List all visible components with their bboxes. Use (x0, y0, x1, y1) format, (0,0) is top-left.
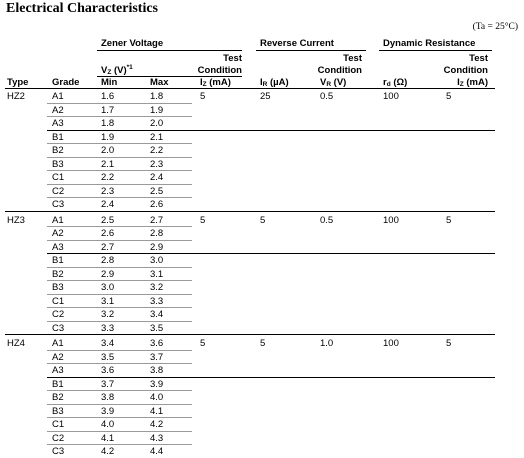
vz-min-cell: 2.9 (101, 268, 115, 280)
vz-max-cell: 3.3 (150, 295, 164, 307)
rule-row (47, 404, 192, 405)
header-zener-voltage: Zener Voltage (101, 38, 164, 49)
vz-max-cell: 3.9 (150, 378, 164, 390)
vz-min-cell: 3.7 (101, 378, 115, 390)
ir-max-cell: 25 (260, 91, 271, 102)
rule-row (47, 321, 192, 322)
iz-test2-cell: 5 (446, 214, 452, 226)
rd-max-cell: 100 (383, 91, 399, 102)
grade-cell: A1 (52, 214, 64, 226)
rule-row (47, 350, 192, 351)
vz-max-cell: 4.0 (150, 392, 164, 403)
header-vz-max: Max (150, 77, 169, 88)
rule-row (47, 390, 192, 391)
rule-header-bottom (5, 88, 495, 89)
header-condition-vr: Condition (317, 65, 362, 76)
grade-cell: C2 (52, 432, 65, 444)
grade-cell: A2 (52, 351, 64, 363)
rule-vz (97, 76, 242, 77)
header-vr: $V_R$ (V) (320, 77, 347, 88)
rule-row (47, 184, 192, 185)
ir-max-cell: 5 (260, 338, 266, 349)
grade-cell: C3 (52, 322, 65, 334)
ambient-condition: (Ta = 25°C) (472, 22, 518, 32)
grade-cell: A1 (52, 91, 64, 102)
grade-cell: C1 (52, 172, 65, 183)
vz-min-cell: 3.8 (101, 392, 115, 403)
vz-min-cell: 2.7 (101, 241, 115, 253)
vz-min-cell: 4.2 (101, 446, 115, 457)
rule-row (47, 363, 192, 364)
section-title: Electrical Characteristics (6, 1, 158, 16)
type-cell: HZ3 (7, 214, 25, 226)
grade-cell: C1 (52, 295, 65, 307)
vz-max-cell: 2.1 (150, 131, 164, 143)
rd-max-cell: 100 (383, 338, 399, 349)
grade-cell: A3 (52, 118, 64, 129)
vz-min-cell: 2.1 (101, 158, 115, 170)
vz-min-cell: 2.3 (101, 185, 115, 197)
rule-zener-voltage (97, 50, 242, 51)
header-iz: $I_Z$ (mA) (200, 77, 231, 88)
rule-row (47, 240, 192, 241)
vz-min-cell: 3.5 (101, 351, 115, 363)
grade-cell: A3 (52, 241, 64, 253)
vz-min-cell: 3.0 (101, 282, 115, 293)
vz-max-cell: 4.2 (150, 419, 164, 430)
vz-max-cell: 2.3 (150, 158, 164, 170)
header-type: Type (7, 77, 29, 88)
rule-group (5, 211, 495, 212)
header-ir: $I_R$ (µA) (260, 77, 289, 88)
grade-cell: C2 (52, 185, 65, 197)
vz-min-cell: 2.4 (101, 199, 115, 210)
grade-cell: A1 (52, 338, 64, 349)
header-vz-min: Min (101, 77, 118, 88)
rule-row (47, 294, 192, 295)
iz-test-cell: 5 (200, 338, 206, 349)
vz-max-cell: 4.1 (150, 405, 164, 417)
ir-max-cell: 5 (260, 214, 266, 226)
vz-max-cell: 2.6 (150, 199, 164, 210)
grade-cell: C1 (52, 419, 65, 430)
vz-max-cell: 4.3 (150, 432, 164, 444)
vz-min-cell: 3.6 (101, 365, 115, 376)
rule-row (47, 267, 192, 268)
vz-max-cell: 3.1 (150, 268, 164, 280)
vz-min-cell: 1.8 (101, 118, 115, 129)
vz-max-cell: 4.4 (150, 446, 164, 457)
rule-group (5, 334, 495, 335)
vz-max-cell: 2.9 (150, 241, 164, 253)
vz-min-cell: 3.9 (101, 405, 115, 417)
rule-subgroup (47, 377, 495, 378)
rule-row (47, 226, 192, 227)
vz-max-cell: 3.5 (150, 322, 164, 334)
vz-max-cell: 2.8 (150, 228, 164, 239)
rule-row (47, 103, 192, 104)
vz-max-cell: 3.0 (150, 255, 164, 266)
grade-cell: B2 (52, 268, 64, 280)
vz-min-cell: 3.4 (101, 338, 115, 349)
vz-max-cell: 1.8 (150, 91, 164, 102)
grade-cell: C2 (52, 309, 65, 320)
grade-cell: A2 (52, 104, 64, 116)
grade-cell: B2 (52, 392, 64, 403)
vz-min-cell: 2.0 (101, 145, 115, 156)
rule-row (47, 444, 192, 445)
header-rd: $r_d$ (Ω) (383, 77, 408, 88)
grade-cell: B1 (52, 255, 64, 266)
vz-min-cell: 1.7 (101, 104, 115, 116)
vr-test-cell: 1.0 (320, 338, 334, 349)
iz-test-cell: 5 (200, 91, 206, 102)
vz-min-cell: 2.6 (101, 228, 115, 239)
grade-cell: B1 (52, 131, 64, 143)
rule-row (47, 197, 192, 198)
rule-reverse-current (256, 50, 366, 51)
type-cell: HZ2 (7, 91, 25, 102)
rule-row (47, 143, 192, 144)
vz-min-cell: 3.3 (101, 322, 115, 334)
rule-row (47, 170, 192, 171)
rule-subgroup (47, 130, 495, 131)
type-cell: HZ4 (7, 338, 25, 349)
vz-max-cell: 2.4 (150, 172, 164, 183)
vz-min-cell: 3.2 (101, 309, 115, 320)
rule-row (47, 280, 192, 281)
vz-max-cell: 3.8 (150, 365, 164, 376)
vz-max-cell: 2.2 (150, 145, 164, 156)
vz-min-cell: 4.1 (101, 432, 115, 444)
vz-max-cell: 3.7 (150, 351, 164, 363)
vz-max-cell: 3.2 (150, 282, 164, 293)
vz-max-cell: 3.6 (150, 338, 164, 349)
header-vz: $V_Z$ $(V)^{*1}$ (101, 64, 133, 76)
vz-min-cell: 2.5 (101, 214, 115, 226)
header-reverse-current: Reverse Current (260, 38, 334, 49)
vz-max-cell: 1.9 (150, 104, 164, 116)
vz-min-cell: 4.0 (101, 419, 115, 430)
header-grade: Grade (52, 77, 80, 88)
vz-max-cell: 3.4 (150, 309, 164, 320)
header-condition-iz2: Condition (443, 65, 488, 76)
rd-max-cell: 100 (383, 214, 399, 226)
vz-max-cell: 2.0 (150, 118, 164, 129)
grade-cell: B2 (52, 145, 64, 156)
rule-subgroup (47, 253, 495, 254)
rule-row (47, 431, 192, 432)
iz-test-cell: 5 (200, 214, 206, 226)
rule-row (47, 116, 192, 117)
rule-row (47, 157, 192, 158)
grade-cell: B3 (52, 282, 64, 293)
vz-max-cell: 2.7 (150, 214, 164, 226)
rule-row (47, 417, 192, 418)
iz-test2-cell: 5 (446, 91, 452, 102)
grade-cell: B3 (52, 158, 64, 170)
grade-cell: C3 (52, 446, 65, 457)
header-test-iz: Test (223, 53, 242, 64)
header-dynamic-resistance: Dynamic Resistance (383, 38, 476, 49)
iz-test2-cell: 5 (446, 338, 452, 349)
header-condition-iz: Condition (197, 65, 242, 76)
vz-min-cell: 3.1 (101, 295, 115, 307)
vz-min-cell: 1.6 (101, 91, 115, 102)
header-iz2: $I_Z$ (mA) (457, 77, 488, 88)
rule-row (47, 307, 192, 308)
vz-max-cell: 2.5 (150, 185, 164, 197)
grade-cell: C3 (52, 199, 65, 210)
vr-test-cell: 0.5 (320, 91, 334, 102)
grade-cell: A2 (52, 228, 64, 239)
grade-cell: B1 (52, 378, 64, 390)
header-test-vr: Test (343, 53, 362, 64)
header-test-iz2: Test (469, 53, 488, 64)
vz-min-cell: 2.8 (101, 255, 115, 266)
grade-cell: B3 (52, 405, 64, 417)
vr-test-cell: 0.5 (320, 214, 334, 226)
rule-dynamic-resistance (379, 50, 492, 51)
vz-min-cell: 2.2 (101, 172, 115, 183)
grade-cell: A3 (52, 365, 64, 376)
vz-min-cell: 1.9 (101, 131, 115, 143)
